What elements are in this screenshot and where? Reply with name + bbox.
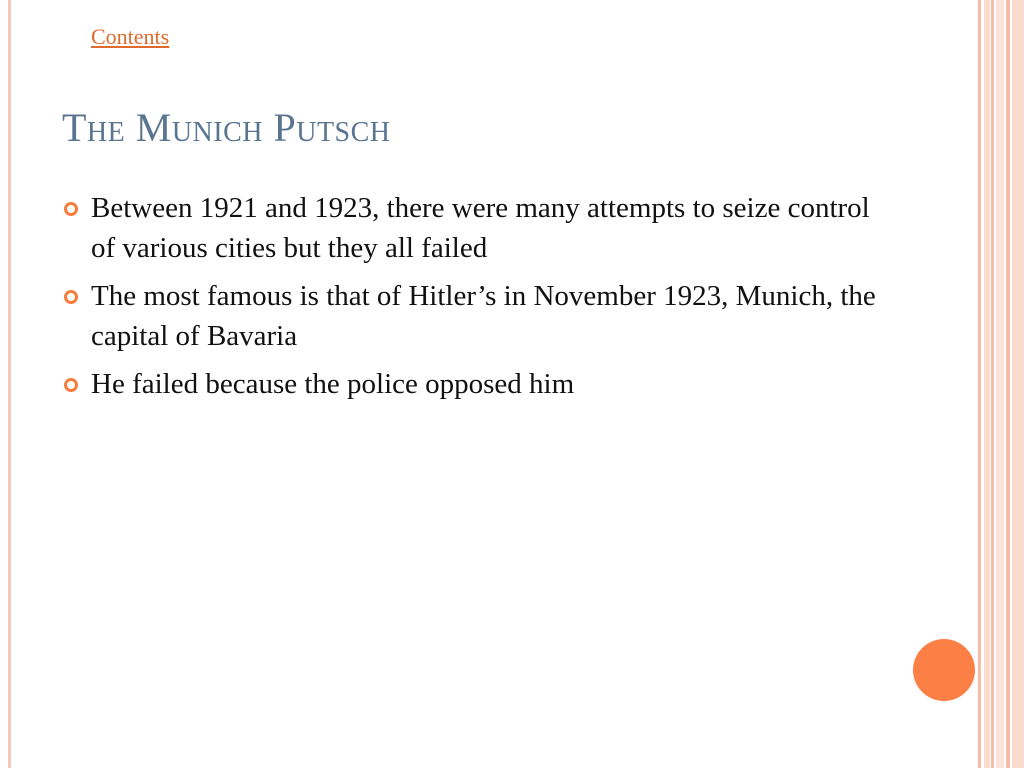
bullet-text: Between 1921 and 1923, there were many attempts to seize control of various cities but they all failed bbox=[91, 192, 870, 264]
slide-title: The Munich Putsch bbox=[62, 105, 391, 150]
contents-link[interactable]: Contents bbox=[91, 24, 170, 49]
bullet-text: He failed because the police opposed him bbox=[91, 368, 575, 400]
bullet-item bbox=[62, 188, 892, 268]
bullet-circle-icon bbox=[64, 290, 78, 304]
bullet-item bbox=[62, 364, 892, 404]
right-decorative-stripe bbox=[978, 0, 981, 768]
right-decorative-stripe bbox=[1012, 0, 1024, 768]
bullet-circle-icon bbox=[64, 378, 78, 392]
bullet-item bbox=[62, 276, 892, 356]
bullet-text: The most famous is that of Hitler’s in November 1923, Munich, the capital of Bavaria bbox=[91, 280, 876, 352]
bullet-circle-icon bbox=[64, 202, 78, 216]
right-decorative-stripe bbox=[984, 0, 990, 768]
left-decorative-rule bbox=[8, 0, 11, 768]
bullet-list bbox=[62, 188, 892, 412]
right-decorative-stripe bbox=[1006, 0, 1010, 768]
right-decorative-stripe bbox=[996, 0, 1004, 768]
decorative-orange-circle bbox=[913, 639, 975, 701]
right-decorative-stripe bbox=[991, 0, 994, 768]
